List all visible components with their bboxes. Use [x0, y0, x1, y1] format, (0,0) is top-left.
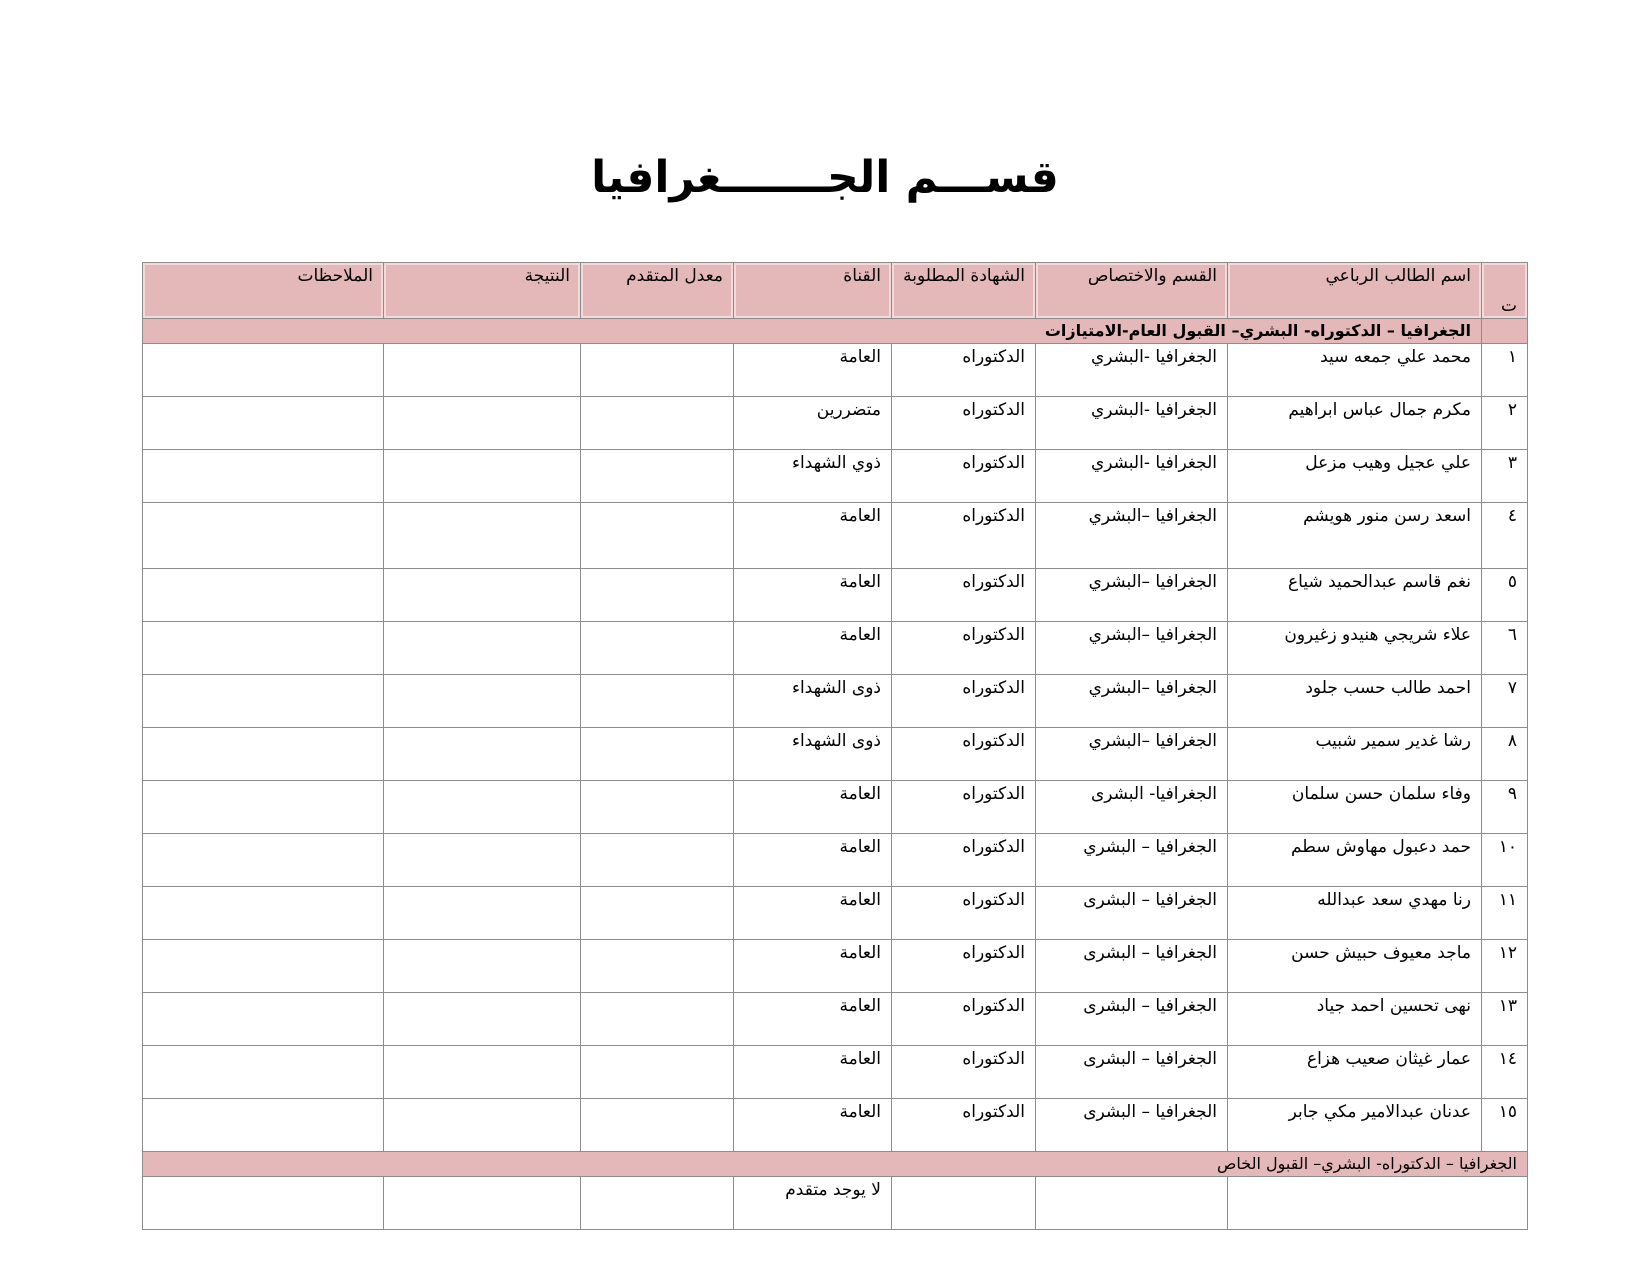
row-result	[384, 344, 581, 397]
row-num: ٧	[1482, 675, 1528, 728]
row-average	[581, 622, 734, 675]
row-dept: الجغرافيا – البشرى	[1036, 1046, 1228, 1099]
row-average	[581, 781, 734, 834]
row-result	[384, 940, 581, 993]
table-row	[143, 622, 1528, 675]
row-average	[581, 344, 734, 397]
row-name: عدنان عبدالامير مكي جابر	[1228, 1099, 1482, 1152]
row-average	[581, 569, 734, 622]
row-notes	[143, 728, 384, 781]
row-result	[384, 834, 581, 887]
header-name: اسم الطالب الرباعي	[1228, 263, 1482, 319]
row-result	[384, 993, 581, 1046]
row-degree: الدكتوراه	[892, 344, 1036, 397]
table-row	[143, 781, 1528, 834]
row-num: ٨	[1482, 728, 1528, 781]
row-name: حمد دعبول مهاوش سطم	[1228, 834, 1482, 887]
row-num: ٣	[1482, 450, 1528, 503]
row-average	[581, 940, 734, 993]
row-result	[384, 503, 581, 569]
row-notes	[143, 834, 384, 887]
row-notes	[143, 781, 384, 834]
row-result	[384, 1099, 581, 1152]
row-degree: الدكتوراه	[892, 450, 1036, 503]
section-row-special	[143, 1152, 1528, 1177]
row-channel: العامة	[734, 344, 892, 397]
table-row	[143, 1099, 1528, 1152]
table-row	[143, 569, 1528, 622]
row-average	[581, 675, 734, 728]
row-dept: الجغرافيا –البشري	[1036, 569, 1228, 622]
row-degree: الدكتوراه	[892, 397, 1036, 450]
header-degree: الشهادة المطلوبة	[892, 263, 1036, 319]
page-title: قســـم الجـــــــغرافيا	[591, 152, 1059, 203]
row-empty-cell	[1228, 1177, 1528, 1230]
row-average	[581, 397, 734, 450]
row-num: ١٢	[1482, 940, 1528, 993]
header-dept: القسم والاختصاص	[1036, 263, 1228, 319]
row-result	[384, 397, 581, 450]
row-notes	[143, 675, 384, 728]
table-row	[143, 675, 1528, 728]
row-channel: العامة	[734, 834, 892, 887]
row-channel: ذوي الشهداء	[734, 450, 892, 503]
row-num: ٩	[1482, 781, 1528, 834]
section-label-special: الجغرافيا – الدكتوراه- البشري– القبول الخاص	[143, 1152, 1528, 1177]
row-empty-cell	[581, 1177, 734, 1230]
row-average	[581, 450, 734, 503]
row-result	[384, 887, 581, 940]
row-result	[384, 728, 581, 781]
row-empty-cell	[1036, 1177, 1228, 1230]
row-num: ٥	[1482, 569, 1528, 622]
row-num: ١٠	[1482, 834, 1528, 887]
row-num: ٤	[1482, 503, 1528, 569]
row-notes	[143, 569, 384, 622]
row-notes	[143, 993, 384, 1046]
row-dept: الجغرافيا – البشرى	[1036, 940, 1228, 993]
row-notes	[143, 503, 384, 569]
row-result	[384, 781, 581, 834]
section-label-general: الجغرافيا – الدكتوراه- البشري– القبول العام-الامتيازات	[143, 319, 1482, 344]
row-degree: الدكتوراه	[892, 622, 1036, 675]
row-name: محمد علي جمعه سيد	[1228, 344, 1482, 397]
section-num-cell	[1482, 319, 1528, 344]
row-name: عمار غيثان صعيب هزاع	[1228, 1046, 1482, 1099]
row-notes	[143, 622, 384, 675]
row-degree: الدكتوراه	[892, 1046, 1036, 1099]
row-degree: الدكتوراه	[892, 675, 1036, 728]
row-name: رشا غدير سمير شبيب	[1228, 728, 1482, 781]
header-channel: القناة	[734, 263, 892, 319]
header-num: ت	[1482, 263, 1528, 319]
row-dept: الجغرافيا – البشرى	[1036, 993, 1228, 1046]
header-notes: الملاحظات	[143, 263, 384, 319]
row-notes	[143, 887, 384, 940]
row-channel: ذوى الشهداء	[734, 675, 892, 728]
row-degree: الدكتوراه	[892, 781, 1036, 834]
row-channel: العامة	[734, 887, 892, 940]
row-name: اسعد رسن منور هويشم	[1228, 503, 1482, 569]
row-num: ١	[1482, 344, 1528, 397]
row-notes	[143, 1046, 384, 1099]
row-dept: الجغرافيا –البشري	[1036, 503, 1228, 569]
row-name: نهى تحسين احمد جياد	[1228, 993, 1482, 1046]
row-result	[384, 622, 581, 675]
table-row	[143, 728, 1528, 781]
no-applicant-label: لا يوجد متقدم	[734, 1177, 892, 1230]
row-degree: الدكتوراه	[892, 993, 1036, 1046]
row-num: ١٤	[1482, 1046, 1528, 1099]
row-degree: الدكتوراه	[892, 569, 1036, 622]
row-dept: الجغرافيا – البشرى	[1036, 1099, 1228, 1152]
row-dept: الجغرافيا -البشري	[1036, 397, 1228, 450]
row-channel: العامة	[734, 569, 892, 622]
row-result	[384, 675, 581, 728]
row-degree: الدكتوراه	[892, 503, 1036, 569]
row-empty-cell	[892, 1177, 1036, 1230]
table-row	[143, 1046, 1528, 1099]
row-average	[581, 834, 734, 887]
row-dept: الجغرافيا – البشري	[1036, 834, 1228, 887]
section-row-general	[143, 319, 1528, 344]
row-name: ماجد معيوف حبيش حسن	[1228, 940, 1482, 993]
row-channel: ذوى الشهداء	[734, 728, 892, 781]
row-num: ٢	[1482, 397, 1528, 450]
row-dept: الجغرافيا – البشرى	[1036, 887, 1228, 940]
row-channel: العامة	[734, 1046, 892, 1099]
row-average	[581, 1046, 734, 1099]
row-result	[384, 450, 581, 503]
table-row	[143, 940, 1528, 993]
row-channel: العامة	[734, 622, 892, 675]
table-row	[143, 993, 1528, 1046]
row-average	[581, 728, 734, 781]
row-dept: الجغرافيا –البشري	[1036, 728, 1228, 781]
row-notes	[143, 344, 384, 397]
row-notes	[143, 1099, 384, 1152]
row-empty-cell	[384, 1177, 581, 1230]
row-name: احمد طالب حسب جلود	[1228, 675, 1482, 728]
table-row	[143, 503, 1528, 569]
row-result	[384, 1046, 581, 1099]
row-name: نغم قاسم عبدالحميد شياع	[1228, 569, 1482, 622]
row-average	[581, 993, 734, 1046]
row-name: رنا مهدي سعد عبدالله	[1228, 887, 1482, 940]
row-dept: الجغرافيا -البشري	[1036, 450, 1228, 503]
row-average	[581, 503, 734, 569]
row-channel: العامة	[734, 503, 892, 569]
row-result	[384, 569, 581, 622]
table-row	[143, 1177, 1528, 1230]
table-row	[143, 887, 1528, 940]
header-result: النتيجة	[384, 263, 581, 319]
row-num: ١٥	[1482, 1099, 1528, 1152]
row-degree: الدكتوراه	[892, 834, 1036, 887]
row-name: وفاء سلمان حسن سلمان	[1228, 781, 1482, 834]
table-row	[143, 834, 1528, 887]
row-degree: الدكتوراه	[892, 940, 1036, 993]
row-name: علي عجيل وهيب مزعل	[1228, 450, 1482, 503]
row-dept: الجغرافيا- البشرى	[1036, 781, 1228, 834]
row-average	[581, 1099, 734, 1152]
row-channel: العامة	[734, 781, 892, 834]
header-average: معدل المتقدم	[581, 263, 734, 319]
students-table	[142, 262, 1528, 1230]
row-notes	[143, 940, 384, 993]
row-channel: العامة	[734, 940, 892, 993]
row-channel: العامة	[734, 993, 892, 1046]
row-num: ١٣	[1482, 993, 1528, 1046]
row-dept: الجغرافيا –البشري	[1036, 675, 1228, 728]
row-degree: الدكتوراه	[892, 887, 1036, 940]
row-notes	[143, 397, 384, 450]
row-dept: الجغرافيا –البشري	[1036, 622, 1228, 675]
table-row	[143, 450, 1528, 503]
table-row	[143, 344, 1528, 397]
row-name: مكرم جمال عباس ابراهيم	[1228, 397, 1482, 450]
row-degree: الدكتوراه	[892, 728, 1036, 781]
row-num: ٦	[1482, 622, 1528, 675]
row-name: علاء شريجي هنيدو زغيرون	[1228, 622, 1482, 675]
row-channel: متضررين	[734, 397, 892, 450]
table-row	[143, 397, 1528, 450]
row-num: ١١	[1482, 887, 1528, 940]
row-dept: الجغرافيا -البشري	[1036, 344, 1228, 397]
row-empty-cell	[143, 1177, 384, 1230]
row-degree: الدكتوراه	[892, 1099, 1036, 1152]
row-notes	[143, 450, 384, 503]
row-channel: العامة	[734, 1099, 892, 1152]
table-header-row	[143, 263, 1528, 319]
row-average	[581, 887, 734, 940]
